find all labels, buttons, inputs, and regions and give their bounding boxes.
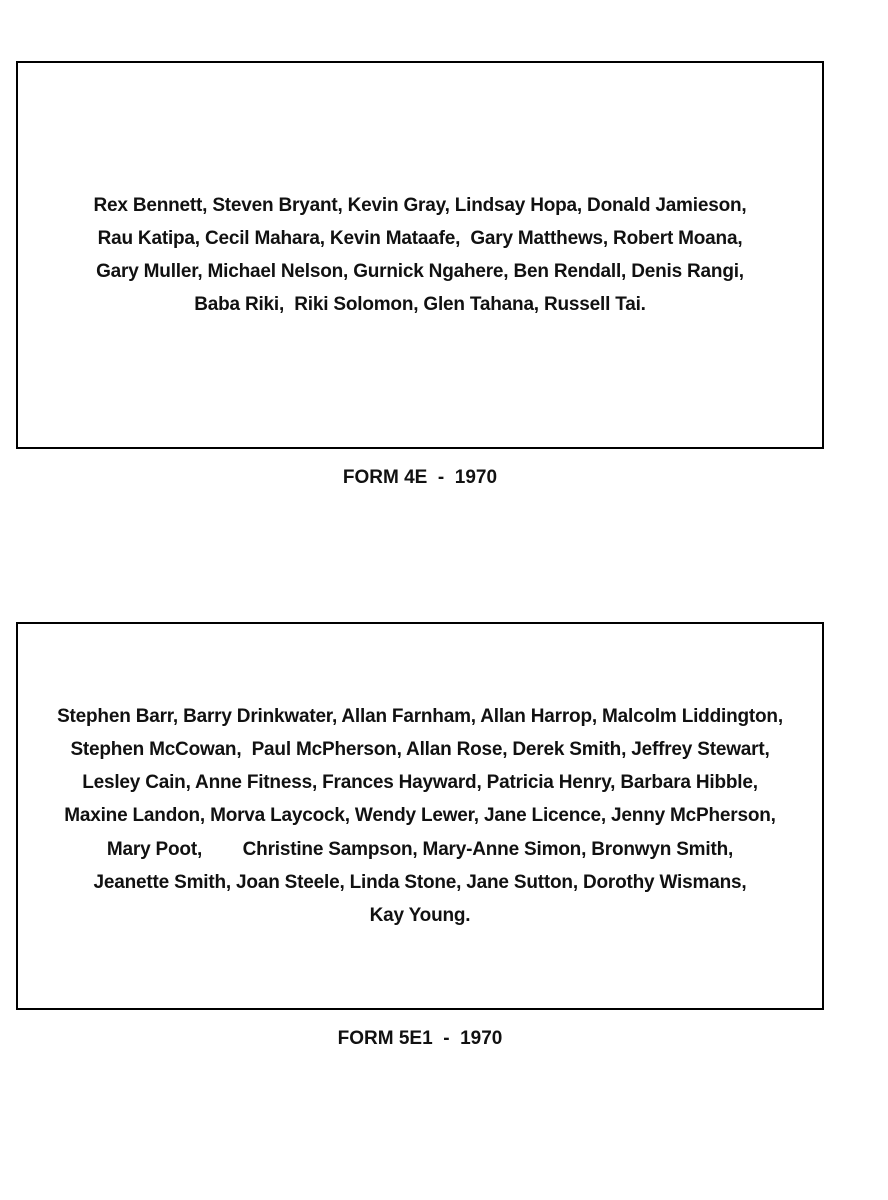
form-4e-names-box <box>16 61 824 449</box>
form-4e-names-text <box>94 189 747 322</box>
name-line: Stephen McCowan, Paul McPherson, Allan Rose, Derek Smith, Jeffrey Stewart, <box>70 738 770 760</box>
form-5e1-names-text <box>57 700 783 932</box>
name-line: Jeanette Smith, Joan Steele, Linda Stone, Jane Sutton, Dorothy Wismans, <box>93 871 747 893</box>
name-line: Rex Bennett, Steven Bryant, Kevin Gray, Lindsay Hopa, Donald Jamieson, <box>93 194 747 216</box>
name-line: Stephen Barr, Barry Drinkwater, Allan Farnham, Allan Harrop, Malcolm Liddington, <box>57 705 783 727</box>
form-5e1-names-box <box>16 622 824 1010</box>
form-5e1-caption: FORM 5E1 - 1970 <box>337 1028 503 1049</box>
name-line: Kay Young. <box>369 905 471 926</box>
name-line: Rau Katipa, Cecil Mahara, Kevin Mataafe, Gary Matthews, Robert Moana, <box>97 227 743 249</box>
name-line: Maxine Landon, Morva Laycock, Wendy Lewer, Jane Licence, Jenny McPherson, <box>64 805 776 827</box>
form-4e-caption: FORM 4E - 1970 <box>342 467 498 488</box>
name-line: Mary Poot, Christine Sampson, Mary-Anne Simon, Bronwyn Smith, <box>106 838 734 860</box>
name-line: Lesley Cain, Anne Fitness, Frances Hayward, Patricia Henry, Barbara Hibble, <box>82 772 758 794</box>
name-line: Gary Muller, Michael Nelson, Gurnick Ngahere, Ben Rendall, Denis Rangi, <box>96 261 744 282</box>
name-line: Baba Riki, Riki Solomon, Glen Tahana, Russell Tai. <box>194 294 646 316</box>
